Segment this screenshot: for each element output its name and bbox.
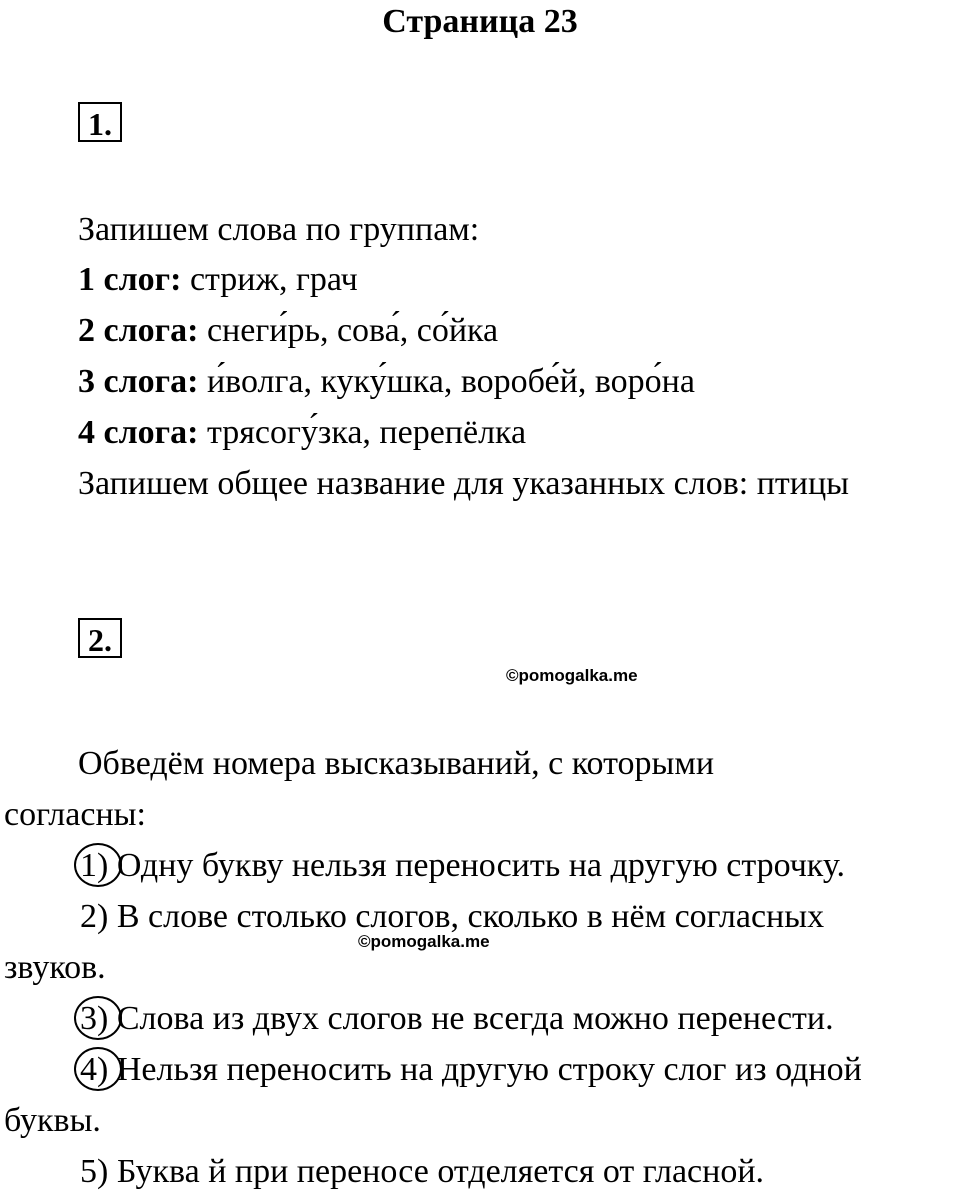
task1-group-1: [78, 260, 358, 300]
group-label: 3 слога:: [78, 363, 199, 400]
circled-number: 3): [80, 1000, 109, 1037]
task1-group-3: [78, 362, 695, 402]
group-words: снеги́рь, сова́, со́йка: [198, 312, 499, 349]
group-label: 2 слога:: [78, 312, 199, 349]
group-words: и́волга, куку́шка, воробе́й, воро́на: [198, 363, 695, 400]
group-label: 4 слога:: [78, 414, 199, 451]
statement-2: [80, 897, 824, 937]
statement-text: Слова из двух слогов не всегда можно перенести.: [108, 1000, 834, 1037]
group-words: стриж, грач: [181, 261, 358, 298]
page-title: Страница 23: [382, 3, 578, 40]
task1-conclusion: Запишем общее название для указанных слов: птицы: [78, 465, 850, 502]
statement-text: В слове столько слогов, сколько в нём согласных: [108, 898, 825, 935]
task1-number: 1.: [78, 102, 122, 142]
statement-5: [80, 1152, 764, 1192]
statement-number: 5): [80, 1153, 109, 1190]
task1-group-4: [78, 413, 526, 453]
statement-4: [80, 1050, 862, 1090]
watermark: ©pomogalka.me: [506, 666, 638, 685]
group-label: 1 слог:: [78, 261, 182, 298]
group-words: трясогу́зка, перепёлка: [198, 414, 527, 451]
statement-text: Буква й при переносе отделяется от гласной.: [108, 1153, 765, 1190]
task2-number: 2.: [78, 618, 122, 658]
task2-intro-line2: согласны:: [4, 796, 146, 833]
task1-group-2: [78, 311, 498, 351]
task1-intro: Запишем слова по группам:: [78, 211, 480, 248]
statement-number: 2): [80, 898, 109, 935]
statement-1: [80, 846, 845, 886]
task2-intro-line1: Обведём номера высказываний, с которыми: [78, 745, 715, 782]
watermark: ©pomogalka.me: [358, 932, 490, 951]
circled-number: 1): [80, 847, 109, 884]
statement-text: Нельзя переносить на другую строку слог из одной: [108, 1051, 862, 1088]
statement-4-continued: буквы.: [4, 1102, 101, 1139]
statement-text: Одну букву нельзя переносить на другую строчку.: [108, 847, 845, 884]
statement-3: [80, 999, 834, 1039]
statement-2-continued: звуков.: [4, 949, 106, 986]
circled-number: 4): [80, 1051, 109, 1088]
